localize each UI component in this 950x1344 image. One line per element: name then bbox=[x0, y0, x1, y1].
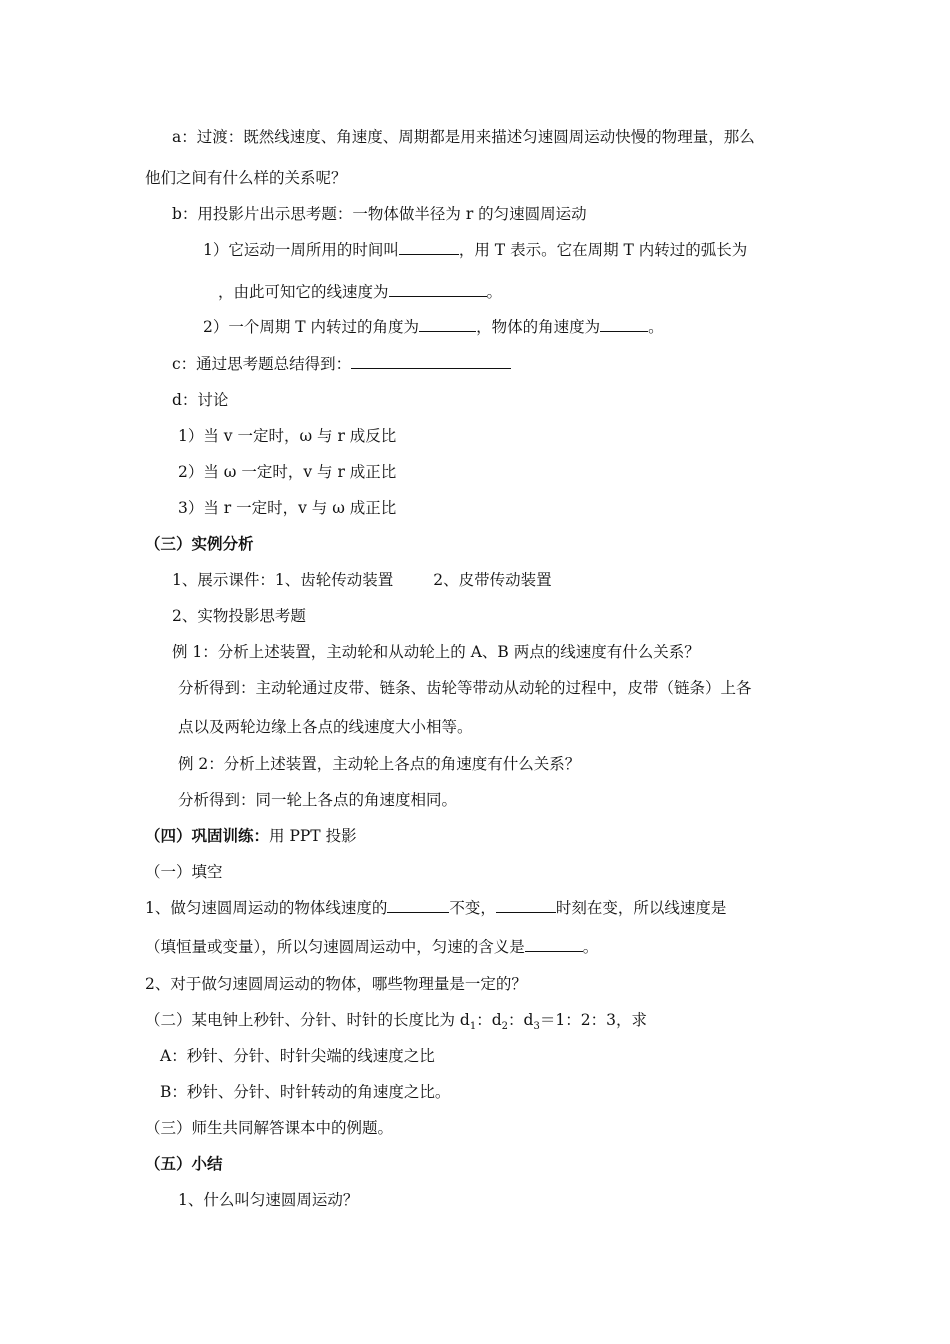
answer-blank bbox=[399, 239, 459, 255]
q1-text-d: 。 bbox=[486, 283, 503, 301]
discussion-item-2: 2）当 ω 一定时，v 与 r 成正比 bbox=[178, 463, 397, 481]
f1-text-a: 1、做匀速圆周运动的物体线速度的 bbox=[145, 899, 388, 917]
clock-sub-2: 2 bbox=[501, 1021, 509, 1033]
f1-text-b: 不变， bbox=[449, 899, 496, 917]
courseware-line bbox=[172, 569, 552, 591]
answer-blank bbox=[387, 897, 449, 913]
answer-blank bbox=[600, 316, 648, 332]
discussion-heading: d：讨论 bbox=[172, 391, 229, 409]
summary-text: c：通过思考题总结得到： bbox=[172, 355, 352, 373]
q1-text-c: ，由此可知它的线速度为 bbox=[218, 283, 389, 301]
question-1-line-2 bbox=[218, 281, 502, 303]
clock-text-c: ：d bbox=[508, 1011, 534, 1029]
clock-sub-1: 1 bbox=[469, 1021, 477, 1033]
analysis-2: 分析得到：同一轮上各点的角速度相同。 bbox=[178, 791, 458, 809]
section-4-note: 用 PPT 投影 bbox=[269, 827, 357, 845]
q2-text-b: ，物体的角速度为 bbox=[476, 318, 601, 336]
courseware-item-2: 2、皮带传动装置 bbox=[433, 571, 552, 589]
analysis-1-line-2: 点以及两轮边缘上各点的线速度大小相等。 bbox=[178, 718, 473, 736]
f1-text-d: （填恒量或变量），所以匀速圆周运动中，匀速的含义是 bbox=[145, 938, 525, 956]
transition-line-1: a：过渡：既然线速度、角速度、周期都是用来描述匀速圆周运动快慢的物理量，那么 bbox=[172, 128, 755, 146]
clock-text-a: （二）某电钟上秒针、分针、时针的长度比为 d bbox=[145, 1011, 470, 1029]
q1-text-a: 1）它运动一周所用的时间叫 bbox=[203, 241, 399, 259]
section-5-title: （五）小结 bbox=[145, 1154, 223, 1173]
example-1: 例 1：分析上述装置，主动轮和从动轮上的 A、B 两点的线速度有什么关系？ bbox=[172, 643, 700, 661]
fill-question-2: 2、对于做匀速圆周运动的物体，哪些物理量是一定的？ bbox=[145, 975, 527, 993]
answer-blank bbox=[525, 936, 583, 952]
question-2-line bbox=[203, 316, 664, 338]
summary-question-1: 1、什么叫匀速圆周运动？ bbox=[178, 1191, 359, 1209]
answer-blank bbox=[496, 897, 556, 913]
clock-text-b: ：d bbox=[476, 1011, 502, 1029]
summary-line bbox=[172, 353, 511, 375]
clock-part-a: A：秒针、分针、时针尖端的线速度之比 bbox=[160, 1047, 435, 1065]
q1-text-b: ，用 T 表示。它在周期 T 内转过的弧长为 bbox=[458, 241, 748, 259]
fill-question-1-line-1 bbox=[145, 897, 726, 919]
projection-question: b：用投影片出示思考题：一物体做半径为 r 的匀速圆周运动 bbox=[172, 205, 587, 223]
discussion-item-1: 1）当 v 一定时，ω 与 r 成反比 bbox=[178, 427, 397, 445]
section-4-line bbox=[145, 825, 357, 847]
section-3-title: （三）实例分析 bbox=[145, 534, 254, 553]
fill-question-1-line-2 bbox=[145, 936, 598, 958]
fill-blank-heading: （一）填空 bbox=[145, 863, 223, 881]
clock-sub-3: 3 bbox=[533, 1021, 540, 1033]
question-1-line-1 bbox=[203, 239, 747, 261]
q2-text-a: 2）一个周期 T 内转过的角度为 bbox=[203, 318, 420, 336]
clock-text-d: ＝1：2：3，求 bbox=[539, 1011, 647, 1029]
transition-line-2: 他们之间有什么样的关系呢？ bbox=[145, 169, 347, 187]
f1-text-c: 时刻在变，所以线速度是 bbox=[555, 899, 727, 917]
analysis-1-line-1: 分析得到：主动轮通过皮带、链条、齿轮等带动从动轮的过程中，皮带（链条）上各 bbox=[178, 679, 752, 697]
clock-question bbox=[145, 1009, 647, 1038]
projection-question-heading: 2、实物投影思考题 bbox=[172, 607, 306, 625]
courseware-item-1: 1、展示课件：1、齿轮传动装置 bbox=[172, 571, 394, 589]
clock-part-b: B：秒针、分针、时针转动的角速度之比。 bbox=[160, 1083, 451, 1101]
f1-text-e: 。 bbox=[582, 938, 599, 956]
answer-blank bbox=[419, 316, 476, 332]
q2-text-c: 。 bbox=[648, 318, 664, 336]
answer-blank bbox=[351, 353, 511, 369]
section-4-title: （四）巩固训练： bbox=[145, 826, 270, 845]
answer-blank bbox=[389, 281, 487, 297]
discussion-item-3: 3）当 r 一定时，v 与 ω 成正比 bbox=[178, 499, 397, 517]
example-2: 例 2：分析上述装置，主动轮上各点的角速度有什么关系？ bbox=[178, 755, 581, 773]
textbook-example-line: （三）师生共同解答课本中的例题。 bbox=[145, 1119, 394, 1137]
